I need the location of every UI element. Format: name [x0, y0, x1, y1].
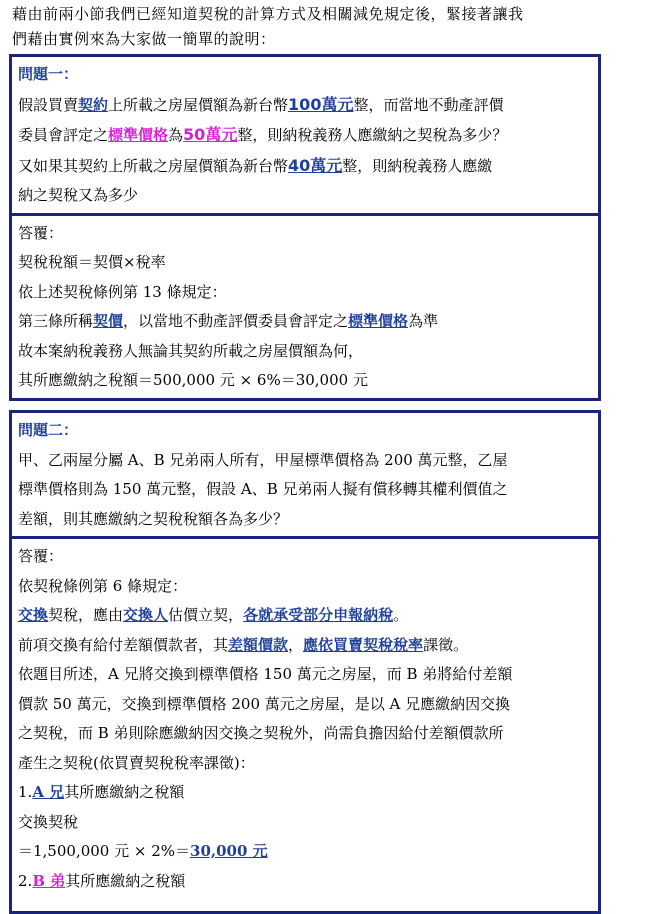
text: 其所應繳納之稅額: [64, 783, 185, 801]
intro-line: 們藉由實例來為大家做一簡單的說明：: [12, 30, 276, 48]
keyword-brother-b: B 弟: [32, 871, 66, 890]
answer-two-section: [12, 536, 598, 898]
answer-one-section: [12, 213, 598, 398]
answer-line: 故本案納稅義務人無論其契約所載之房屋價額為何，: [18, 341, 364, 360]
keyword-contract: 契約: [78, 95, 109, 114]
answer-label: 答覆：: [18, 223, 64, 242]
answer-line: [18, 837, 592, 867]
question-line: 標準價格則為 150 萬元整，假設 A、B 兄弟兩人擬有償移轉其權利價值之: [18, 480, 508, 498]
keyword-tax-rate: 應依買賣契稅稅率: [303, 635, 424, 654]
answer-line: 契稅稅額＝契價×稅率: [18, 253, 166, 271]
text: 其所應繳納之稅額: [65, 871, 186, 890]
keyword-difference: 差額價款: [228, 635, 289, 654]
keyword-contract-price: 契價: [93, 312, 124, 330]
text: 為準: [408, 312, 439, 330]
amount-highlight: 40萬元: [288, 155, 343, 175]
question-one-box: [9, 54, 601, 401]
text: 課徵。: [423, 635, 469, 654]
answer-line: 其所應繳納之稅額＝500,000 元 × 6%＝30,000 元: [18, 371, 368, 389]
answer-line: [18, 778, 592, 808]
question-two-box: [9, 410, 601, 914]
text: 整，則納稅義務人應繳納之契稅為多少？: [237, 126, 508, 144]
text: 契稅，應由: [48, 606, 124, 624]
question-line: 甲、乙兩屋分屬 A、B 兄弟兩人所有，甲屋標準價格為 200 萬元整，乙屋: [18, 450, 508, 469]
amount-highlight: 30,000 元: [190, 842, 268, 860]
question-line: 納之契稅又為多少: [18, 186, 139, 204]
answer-label: 答覆：: [18, 547, 64, 565]
text: 上所載之房屋價額為新台幣: [108, 95, 289, 114]
text: 2.: [18, 871, 33, 890]
answer-line: [18, 307, 592, 337]
answer-line: 依題目所述，A 兄將交換到標準價格 150 萬元之房屋，而 B 弟將給付差額: [18, 665, 513, 683]
answer-line: 價款 50 萬元，交換到標準價格 200 萬元之房屋，是以 A 兄應繳納因交換: [18, 694, 511, 713]
text: 1.: [18, 783, 33, 801]
amount-highlight: 50萬元: [183, 125, 238, 144]
intro-line: 藉由前兩小節我們已經知道契稅的計算方式及相關減免規定後，緊接著讓我: [12, 5, 524, 23]
text: 又如果其契約上所載之房屋價額為新台幣: [18, 156, 289, 175]
text: 假設買賣: [18, 95, 79, 114]
question-line: [18, 151, 592, 182]
answer-line: [18, 631, 592, 661]
question-two-title: 問題二：: [18, 421, 79, 439]
answer-line: 依契稅條例第 6 條規定：: [18, 576, 188, 595]
question-one-title: 問題一：: [18, 65, 79, 83]
answer-line: 之契稅，而 B 弟則除應繳納因交換之契稅外，尚需負擔因給付差額價款所: [18, 724, 504, 742]
amount-highlight: 100萬元: [288, 94, 354, 114]
answer-line: [18, 601, 592, 631]
text: 整，則納稅義務人應繳: [342, 156, 493, 175]
question-line: [18, 120, 592, 151]
intro-paragraph: [12, 2, 612, 52]
text: 為: [168, 126, 184, 144]
question-one-section: [12, 57, 598, 213]
question-line: [18, 90, 592, 121]
text: 估價立契，: [168, 606, 244, 624]
answer-line: [18, 867, 592, 897]
keyword-standard-price: 標準價格: [348, 312, 409, 330]
answer-line: 產生之契稅(依買賣契稅稅率課徵)：: [18, 753, 255, 772]
text: ，以當地不動產評價委員會評定之: [123, 312, 349, 330]
text: ＝1,500,000 元 × 2%＝: [18, 842, 191, 860]
keyword-brother-a: A 兄: [32, 783, 65, 801]
text: ，: [288, 635, 304, 654]
text: 第三條所稱: [18, 312, 94, 330]
text: 委員會評定之: [18, 126, 109, 144]
keyword-standard-price: 標準價格: [108, 126, 169, 144]
text: 整，而當地不動產評價: [353, 95, 504, 114]
text: 。: [393, 606, 409, 624]
text: 前項交換有給付差額價款者，其: [18, 635, 229, 654]
keyword-exchange: 交換: [18, 606, 49, 624]
answer-line: 交換契稅: [18, 812, 79, 831]
answer-line: 依上述契稅條例第 13 條規定：: [18, 282, 227, 301]
keyword-exchanger: 交換人: [123, 606, 169, 624]
question-two-section: [12, 413, 598, 536]
question-line: 差額，則其應繳納之契稅稅額各為多少？: [18, 509, 289, 528]
keyword-declare: 各就承受部分申報納稅: [243, 606, 394, 624]
